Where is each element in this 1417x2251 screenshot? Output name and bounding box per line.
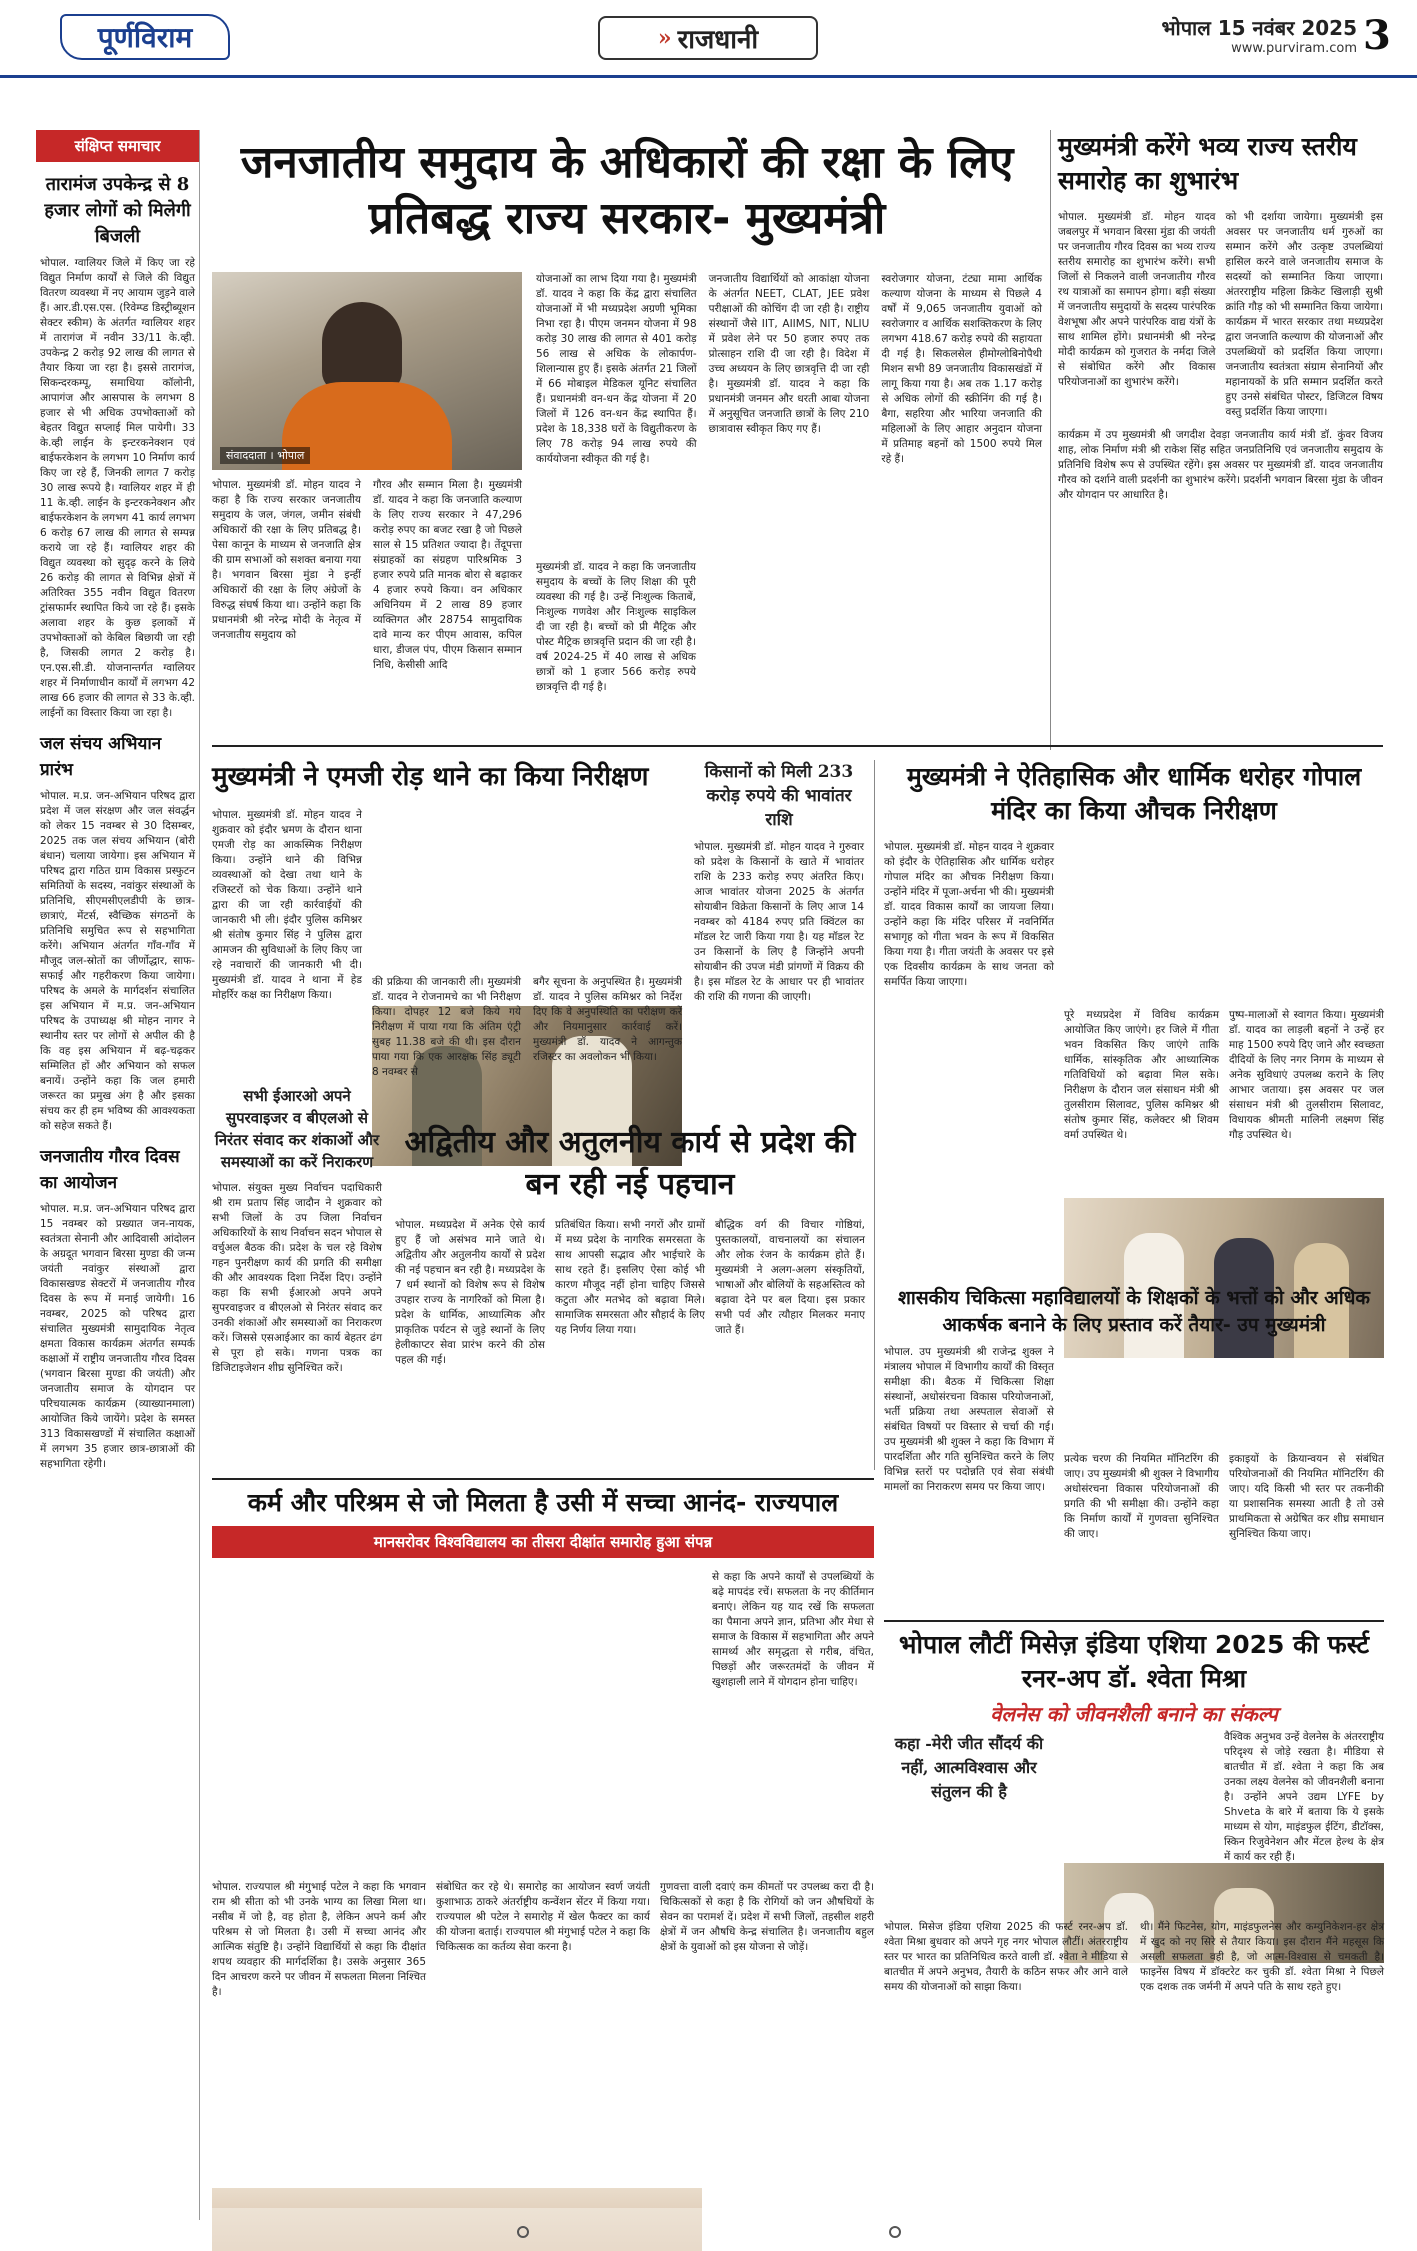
- registration-mark-icon: [517, 2226, 529, 2238]
- mrs-india-body: [884, 1920, 1384, 1995]
- rajyapal-headline: कर्म और परिश्रम से जो मिलता है उसी में सच्चा आनंद- राज्यपाल: [247, 1488, 839, 1517]
- rajyapal-column: से कहा कि अपने कार्यों से उपलब्धियों के बढ़े मापदंड रचें। सफलता के नए कीर्तिमान बनाएं। लेकिन यह याद रखें कि सफलता का पैमाना अपने ज्ञान, प्रतिभा और मेधा से समाज के विकास में सहभागिता और अपने सामर्थ्य और समृद्धता से गरीब, वंचित, पिछड़ों और जरूरतमंदों के जीवन में खुशहाली लाने में योगदान होना चाहिए।: [712, 1571, 874, 1688]
- chikitsa-story: [884, 1285, 1384, 1339]
- lead-body-c: [536, 560, 696, 695]
- chikitsa-column: प्रत्येक चरण की नियमित मॉनिटरिंग की जाए। उप मुख्यमंत्री श्री शुक्ल ने विभागीय अधोसंरचना विकास परियोजनाओं की प्रगति की भी समीक्षा की। उन्होंने कहा कि निर्माण कार्यों में गुणवत्ता सुनिश्चित की जाए।: [1064, 1453, 1219, 1540]
- ero-headline: सभी ईआरओ अपने सुपरवाइजर व बीएलओ से निरंतर संवाद कर शंकाओं और समस्याओं का करें निराकरण: [214, 1087, 380, 1171]
- bhavya-column: कार्यक्रम में उप मुख्यमंत्री श्री जगदीश देवड़ा जनजातीय कार्य मंत्री डॉ. कुंवर विजय शाह, लोक निर्माण मंत्री श्री राकेश सिंह सहित जनप्रतिनिधि एवं जनजातीय समुदाय के प्रतिनिधि विशेष रूप से उपस्थित रहेंगे। इस अवसर पर मुख्यमंत्री डॉ. यादव जनजातीय गौरव को दर्शाने वाली प्रदर्शनी का शुभारंभ करेंगे। प्रदर्शनी भगवान बिरसा मुंडा के जीवन और योगदान पर आधारित है।: [1058, 429, 1383, 501]
- rajyapal-body: [212, 1880, 874, 2000]
- adwitiya-story: [395, 1122, 865, 1368]
- section-rule: [884, 1620, 1384, 1622]
- print-registration-marks: [0, 2226, 1417, 2238]
- column-rule: [1050, 130, 1051, 750]
- section-tab: [598, 16, 818, 60]
- lead-column: मुख्यमंत्री डॉ. यादव ने कहा कि जनजातीय समुदाय के बच्चों के लिए शिक्षा की पूरी व्यवस्था की गई है। उन्हें निःशुल्क किताबें, निःशुल्क गणवेश और निःशुल्क साइकिल दी जा रही है। बच्चों को प्री मैट्रिक और पोस्ट मैट्रिक छात्रवृत्ति प्रदान की जा रही है। वर्ष 2024-25 में 40 लाख से अधिक छात्रों को 1 हजार 566 करोड़ रुपये छात्रवृत्ति दी गई है।: [536, 561, 696, 693]
- story-body: भोपाल. म.प्र. जन-अभियान परिषद द्वारा 15 नवम्बर को प्रख्यात जन-नायक, स्वतंत्रता सेनानी और आदिवासी आंदोलन के अग्रदूत भगवान बिरसा मुण्डा की जन्म जयंती नवांकुर संस्थाओं द्वारा विकासखण्ड सेक्टरों में जनजातीय गौरव दिवस के रूप में मनाई जायेगी। 16 नवम्बर, 2025 को परिषद द्वारा संचालित मुख्यमंत्री सामुदायिक नेतृत्व क्षमता विकास कार्यक्रम अंतर्गत सम्पर्क कक्षाओं में राष्ट्रीय जनजातीय गौरव दिवस (भगवान बिरसा मुण्डा की जयंती) और जनजातीय समाज के योगदान पर परिचयात्मक कार्यक्रम (व्याख्यानमाला) आयोजित किये जायेंगे। प्रदेश के समस्त 313 विकासखण्डों में संचालित कक्षाओं में लगभग 35 हजार छात्र-छात्राओं की सहभागिता रहेगी।: [40, 1203, 195, 1470]
- mg-road-story: [212, 760, 682, 794]
- bhavya-body: [1058, 210, 1383, 420]
- lead-column: भोपाल. मुख्यमंत्री डॉ. मोहन यादव ने कहा है कि राज्य सरकार जनजातीय समुदाय के जल, जंगल, जमीन संबंधी अधिकारों की रक्षा के लिए प्रतिबद्ध है। पेसा कानून के माध्यम से जनजाति क्षेत्र की ग्राम सभाओं को सशक्त बनाया गया है। भगवान बिरसा मुंडा ने इन्हीं अधिकारों की रक्षा के लिए अंग्रेजों के विरुद्ध संघर्ष किया था। उन्होंने कहा कि प्रधानमंत्री श्री नरेन्द्र मोदी के नेतृत्व में जनजातीय समुदाय को: [212, 479, 361, 641]
- section-rule: [212, 1478, 874, 1480]
- bhavya-headline: मुख्यमंत्री करेंगे भव्य राज्य स्तरीय समारोह का शुभारंभ: [1058, 132, 1357, 195]
- adwitiya-headline: अद्वितीय और अतुलनीय कार्य से प्रदेश की बन रही नई पहचान: [404, 1125, 856, 1202]
- lead-body-a: [212, 478, 522, 673]
- mrs-india-column: वैश्विक अनुभव उन्हें वेलनेस के अंतरराष्ट्रीय परिदृश्य से जोड़े रखता है। मीडिया से बातचीत में डॉ. श्वेता ने कहा कि अब उनका लक्ष्य वेलनेस को जीवनशैली बनाना है। उन्होंने अपने उद्यम LYFE by Shveta के बारे में बताया कि ये इसके माध्यम से योग, माइंडफुल ईटिंग, डीटॉक्स, स्किन रिजुवेनेशन और मेंटल हेल्थ के क्षेत्र में कार्य कर रही हैं।: [1224, 1731, 1384, 1863]
- chikitsa-column: भोपाल. उप मुख्यमंत्री श्री राजेन्द्र शुक्ल ने मंत्रालय भोपाल में विभागीय कार्यों की विस्तृत समीक्षा की। बैठक में चिकित्सा शिक्षा संस्थानों, अधोसंरचना विकास परियोजनाओं, भर्ती प्रक्रिया तथा अस्पताल सेवाओं से संबंधित विषयों पर विस्तार से चर्चा की गई। उप मुख्यमंत्री श्री शुक्ल ने कहा कि विभाग में पारदर्शिता और गति सुनिश्चित करने के लिए विभिन्न स्तरों पर पदोन्नति एवं सेवा संबंधी मामलों का निराकरण समय पर किया जाए।: [884, 1346, 1054, 1493]
- lead-story: [212, 135, 1042, 247]
- gopal-column: पुष्प-मालाओं से स्वागत किया। मुख्यमंत्री डॉ. यादव का लाड़ली बहनों ने उन्हें हर माह 1500 रुपये दिए जाने और स्वच्छता दीदियों के लिए नगर निगम के माध्यम से अनेक सुविधाएं उपलब्ध कराने के लिए आभार जताया। इस अवसर पर जल संसाधन मंत्री श्री तुलसीराम सिलावट, विधायक श्रीमती मालिनी लक्ष्मण सिंह गौड़ उपस्थित थे।: [1229, 1009, 1384, 1141]
- rajyapal-story: [212, 1486, 874, 1558]
- person-silhouette: [322, 302, 402, 392]
- mg-road-body: [372, 975, 682, 1080]
- bhavya-story: [1058, 130, 1383, 503]
- brief-news-column: [36, 130, 200, 2220]
- lead-photo: [212, 272, 522, 470]
- lead-column: योजनाओं का लाभ दिया गया है। मुख्यमंत्री डॉ. यादव ने कहा कि केंद्र द्वारा संचालित योजनाओं में भी मध्यप्रदेश अग्रणी भूमिका निभा रहा है। पीएम जनमन योजना में 98 करोड़ 30 लाख की लागत से 401 करोड़ 56 लाख से अधिक के लोकार्पण-शिलान्यास हुए हैं। इसके अंतर्गत 21 जिलों में 66 मोबाइल मेडिकल यूनिट संचालित हैं। प्रधानमंत्री वन-धन केंद्र योजना में 20 जिलों में 126 वन-धन केंद्र स्थापित हैं। प्रदेश के 18,338 घरों के विद्युतीकरण के लिए 78 करोड़ 94 लाख रुपये की कार्ययोजना स्वीकृत की गई है।: [536, 273, 697, 465]
- mrs-india-column: भोपाल. मिसेज इंडिया एशिया 2025 की फर्स्ट रनर-अप डॉ. श्वेता मिश्रा बुधवार को अपने गृह नगर भोपाल लौटीं। अंतरराष्ट्रीय स्तर पर भारत का प्रतिनिधित्व करते वाली डॉ. श्वेता ने मीडिया से बातचीत में अपने अनुभव, तैयारी के कठिन सफर और आने वाले समय की योजनाओं को साझा किया।: [884, 1921, 1128, 1993]
- double-arrow-icon: »: [657, 25, 672, 51]
- mrs-india-pullquote: कहा -मेरी जीत सौंदर्य की नहीं, आत्मविश्वास और संतुलन की है: [894, 1734, 1044, 1801]
- website-url: www.purviram.com: [1231, 41, 1357, 56]
- lead-body-b: [536, 272, 1042, 467]
- story-title: तारामंज उपकेन्द्र से 8 हजार लोगों को मिलेगी बिजली: [44, 174, 191, 247]
- story-body: भोपाल. ग्वालियर जिले में किए जा रहे विद्युत निर्माण कार्यों से जिले की विद्युत वितरण व्यवस्था में नए आयाम जुड़ने वाले हैं। आर.डी.एस.एस. (रिवेम्प्ड डिस्ट्रीब्यूशन सेक्टर स्कीम) के अंतर्गत ग्वालियर शहर में तारागंज में नवीन 33/11 के.व्ही. उपकेन्द्र 2 करोड़ 92 लाख की लागत से तैयार किया जा रहा है। इससे तारागंज, सिकन्दरकम्पू, समाधिया कॉलोनी, आपागंज और आसपास के लगभग 8 हजार से भी अधिक उपभोक्ताओं को बेहतर विद्युत सप्लाई मिल पायेगी। 33 के.व्ही लाईन के इन्टरकनेक्शन एवं बाईफरकेशन के लगभग 10 निर्माण कार्य किए जा रहे हैं, जिनकी लागत 7 करोड़ 30 लाख रूपये है। ग्वालियर शहर में ही 11 के.व्ही. लाईन के इन्टरकनेक्शन और बाईफरकेशन के लगभग 41 कार्य लगभग 6 करोड़ 67 लाख की लागत से सम्पन्न कराये जा रहे हैं। ग्वालियर शहर की विद्युत व्यवस्था को सुदृढ़ करने के लिये 26 करोड़ की लागत से विभिन्न क्षेत्रों में अतिरिक्त 355 नवीन विद्युत वितरण ट्रांसफार्मर स्थापित किये जा रहे हैं। इसके अलावा शहर के कुछ इलाकों में उपभोक्ताओं को केबिल बिछायी जा रही है, जिसकी लागत 2 करोड़ है। एन.एस.सी.डी. योजनान्तर्गत ग्वालियर शहर में निर्माणाधीन कार्यों में लगभग 42 लाख 66 हजार की लागत से 33 के.व्ही. लाईनों का विस्तार किया जा रहा है।: [40, 257, 195, 719]
- ero-body: भोपाल. संयुक्त मुख्य निर्वाचन पदाधिकारी श्री राम प्रताप सिंह जादौन ने शुक्रवार को सभी जिलों के उप जिला निर्वाचन अधिकारियों के साथ निर्वाचन सदन भोपाल से वर्चुअल बैठक की। प्रदेश के चल रहे विशेष गहन पुनरीक्षण कार्य की प्रगति की समीक्षा की और आवश्यक दिशा निर्देश दिए। उन्होंने कहा कि सभी ईआरओ अपने अपने सुपरवाइजर व बीएलओ से निरंतर संवाद कर उनकी शंकाओं और समस्याओं का निराकरण करें। जिससे एसआईआर का कार्य बेहतर ढंग से पूरा हो सके। गणना पत्रक का डिजिटाइजेशन शीघ्र सुनिश्चित करें।: [212, 1182, 382, 1374]
- bhavya-column: भोपाल. मुख्यमंत्री डॉ. मोहन यादव जबलपुर में भगवान बिरसा मुंडा की जयंती पर जनजातीय गौरव दिवस का भव्य राज्य स्तरीय समारोह का शुभारंभ करेंगे। सभी जिलों से निकलने वाली जनजातीय गौरव रथ यात्राओं का समापन होगा। बड़ी संख्या में जनजातीय समुदायों के सदस्य पारंपरिक वेशभूषा और अपने पारंपरिक वाद्य यंत्रों के साथ शामिल होंगे। प्रधानमंत्री श्री नरेन्द्र मोदी कार्यक्रम को गुजरात के नर्मदा जिले से संबोधित करेंगे और विकास परियोजनाओं का शुभारंभ करेंगे।: [1058, 211, 1216, 388]
- photo-caption: संवाददाता । भोपाल: [220, 447, 310, 464]
- convocation-photo: [212, 2188, 702, 2251]
- mrs-india-story: [884, 1628, 1384, 1727]
- column-rule: [874, 760, 875, 1470]
- mg-road-headline: मुख्यमंत्री ने एमजी रोड़ थाने का किया निरीक्षण: [212, 762, 649, 792]
- gopal-column: भोपाल. मुख्यमंत्री डॉ. मोहन यादव ने शुक्रवार को इंदौर के ऐतिहासिक और धार्मिक धरोहर गोपाल मंदिर का औचक निरीक्षण किया। उन्होंने मंदिर में पूजा-अर्चना भी की। मुख्यमंत्री डॉ. यादव विकास कार्यों का जायजा लिया। उन्होंने कहा कि मंदिर परिसर में नवनिर्मित सभागृह को गीता भवन के रूप में विकसित किया गया है। गीता जयंती के अवसर पर इसे एक दिवसीय कार्यक्रम के साथ जनता को समर्पित किया जाएगा।: [884, 841, 1054, 988]
- mg-road-column: बगैर सूचना के अनुपस्थित है। मुख्यमंत्री डॉ. यादव ने पुलिस कमिश्नर को निर्देश दिए कि वे अनुपस्थिति का परीक्षण करें और नियमानुसार कार्रवाई करें। मुख्यमंत्री डॉ. यादव ने आगन्तुक रजिस्टर का अवलोकन भी किया।: [533, 976, 682, 1063]
- gopal-body: [1064, 1008, 1384, 1143]
- mrs-india-subhead: वेलनेस को जीवनशैली बनाने का संकल्प: [990, 1702, 1278, 1726]
- lead-headline: जनजातीय समुदाय के अधिकारों की रक्षा के लिए प्रतिबद्ध राज्य सरकार- मुख्यमंत्री: [240, 137, 1014, 244]
- mg-road-column: की प्रक्रिया की जानकारी ली। मुख्यमंत्री डॉ. यादव ने रोजनामचे का भी निरीक्षण किया। दोपहर 12 बजे किये गये निरीक्षण में पाया गया कि अंतिम एंट्री सुबह 11.38 बजे की थी। इस दौरान पाया गया कि एक आरक्षक सिंह ड्यूटी 8 नवम्बर से: [372, 976, 521, 1078]
- kisan-headline: किसानों को मिली 233 करोड़ रुपये की भावांतर राशि: [704, 762, 854, 830]
- bhavya-column: को भी दर्शाया जायेगा। मुख्यमंत्री इस अवसर पर जनजातीय धर्म गुरुओं का सम्मान करेंगे और उत्कृष्ट उपलब्धियां हासिल करने वाले जनजातीय समाज के सदस्यों को सम्मानित किया जाएगा। अंतरराष्ट्रीय महिला क्रिकेट खिलाड़ी सुश्री क्रांति गौड़ को भी सम्मानित किया जायेगा। कार्यक्रम में भारत सरकार तथा मध्यप्रदेश द्वारा जनजाति कल्याण की योजनाओं और उपलब्धियों को प्रदर्शित किया जाएगा। जनजातीय स्वतंत्रता संग्राम सेनानियों और महानायकों के प्रति सम्मान प्रदर्शित करते हुए उनसे संबंधित पोस्टर, डिजिटल विषय वस्तु प्रदर्शित किया जाएगा।: [1225, 211, 1383, 418]
- chikitsa-body: [1064, 1452, 1384, 1542]
- adwitiya-column: बौद्धिक वर्ग की विचार गोष्ठियां, पुस्तकालयों, वाचनालयों का संचालन और लोक रंजन के कार्यक्रम होते हैं। मुख्यमंत्री ने अलग-अलग संस्कृतियों, भाषाओं और बोलियों के सहअस्तित्व को बढ़ावा देने पर बल दिया। इस प्रकार सभी पर्व और त्यौहार मिलकर मनाए जाते हैं।: [715, 1219, 865, 1336]
- lead-column: गौरव और सम्मान मिला है। मुख्यमंत्री डॉ. यादव ने कहा कि जनजाति कल्याण के लिए राज्य सरकार ने 47,296 करोड़ रुपए का बजट रखा है जो पिछले साल से 15 प्रतिशत ज्यादा है। तेंदूपत्ता संग्राहकों का संग्रहण पारिश्रमिक 3 हजार रुपये प्रति मानक बोरा से बढ़ाकर 4 हजार रुपये किया। वन अधिकार अधिनियम में 2 लाख 89 हजार व्यक्तिगत और 28754 सामुदायिक दावे मान्य कर पीएम आवास, कपिल धारा, डीजल पंप, पीएम किसान सम्मान निधि, केसीसी आदि: [373, 479, 522, 671]
- masthead: [0, 0, 1417, 78]
- rajyapal-column: गुणवत्ता वाली दवाएं कम कीमतों पर उपलब्ध करा दी है। चिकित्सकों से कहा है कि रोगियों को जन औषधियों के सेवन का परामर्श दें। प्रदेश में सभी जिलों, तहसील शहरी क्षेत्रों में जन औषधि केन्द्र संचालित है। जनजातीय बहुल क्षेत्रों के युवाओं को इस योजना से जोड़ें।: [660, 1881, 874, 1953]
- story-title: जल संचय अभियान प्रारंभ: [40, 734, 162, 780]
- chikitsa-headline: शासकीय चिकित्सा महाविद्यालयों के शिक्षकों के भत्तों को और अधिक आकर्षक बनाने के लिए प्रस्ताव करें तैयार- उप मुख्यमंत्री: [897, 1287, 1371, 1336]
- adwitiya-column: भोपाल. मध्यप्रदेश में अनेक ऐसे कार्य हुए हैं जो असंभव माने जाते थे। अद्वितीय और अतुलनीय कार्यों से प्रदेश की नई पहचान बन रही है। मध्यप्रदेश के 7 धर्म स्थानों को विशेष रूप से विशेष उपहार राज्य के नागरिकों को मिला है। प्रदेश के धार्मिक, आध्यात्मिक और प्राकृतिक पर्यटन से जुड़े स्थानों के लिए हेलीकाप्टर सेवा प्रारंभ करने की ठोस पहल की गई।: [395, 1219, 545, 1366]
- story-body: भोपाल. म.प्र. जन-अभियान परिषद द्वारा प्रदेश में जल संरक्षण और जल संवर्द्धन को लेकर 15 नवम्बर से 30 दिसम्बर, 2025 तक जल संचय अभियान (बोरी बंधान) चलाया जायेगा। इस अभियान में परिषद द्वारा गठित ग्राम विकास प्रस्फुटन समितियों के सदस्य, नवांकुर संस्थाओं के प्रतिनिधि, सीएमसीएलडीपी के छात्र-छात्राएं, मेंटर्स, स्वैच्छिक संगठनों के प्रतिनिधि समुचित रूप से सहभागिता करेंगे। अभियान अंतर्गत गाँव-गाँव में मौजूद जल-स्रोतों का जीर्णोद्धार, साफ-सफाई और गहरीकरण किया जायेगा। परिषद के अमले के मार्गदर्शन संचालित इस अभियान में म.प्र. जन-अभियान परिषद के उपाध्यक्ष श्री मोहन नागर ने स्थानीय स्तर पर लोगों से अपील की है कि वह इस अभियान में बढ़-चढ़कर सम्मिलित हों और अभियान को सफल बनायें। उन्होंने कहा कि जल हमारी जरूरत का प्रमुख अंग है और इसका संचय कर ही हम भविष्य की आवश्यकता को सहेज सकते हैं।: [40, 790, 195, 1132]
- chikitsa-column: इकाइयों के क्रियान्वयन से संबंधित परियोजनाओं की नियमित मॉनिटरिंग की जाए। यदि किसी भी स्तर पर तकनीकी या प्रशासनिक समस्या आती है तो उसे प्राथमिकता से अग्रेषित कर शीघ्र समाधान सुनिश्चित किया जाए।: [1229, 1453, 1384, 1540]
- gopal-column: पूरे मध्यप्रदेश में विविध कार्यक्रम आयोजित किए जाएंगे। हर जिले में गीता भवन विकसित किए जाएंगे ताकि धार्मिक, सांस्कृतिक और आध्यात्मिक गतिविधियों को बढ़ावा मिल सके। निरीक्षण के दौरान जल संसाधन मंत्री श्री तुलसीराम सिलावट, पुलिस कमिश्नर श्री संतोष कुमार सिंह, कलेक्टर श्री शिवम वर्मा उपस्थित थे।: [1064, 1009, 1219, 1141]
- adwitiya-column: प्रतिबंधित किया। सभी नगरों और ग्रामों में मध्य प्रदेश के नागरिक समरसता के साथ आपसी सद्भाव और भाईचारे के साथ रहते हैं। इसलिए ऐसा कोई भी कारण मौजूद नहीं होना चाहिए जिससे कटुता और मतभेद को बढ़ावा मिले। सामाजिक समरसता और सौहार्द के लिए यह निर्णय लिया गया।: [555, 1219, 705, 1336]
- rajyapal-subhead: मानसरोवर विश्वविद्यालय का तीसरा दीक्षांत समारोह हुआ संपन्न: [212, 1526, 874, 1558]
- section-rule: [212, 745, 1383, 747]
- mg-road-column: भोपाल. मुख्यमंत्री डॉ. मोहन यादव ने शुक्रवार को इंदौर भ्रमण के दौरान थाना एमजी रोड़ का आकस्मिक निरीक्षण किया। उन्होंने थाने की विभिन्न व्यवस्थाओं को देखा तथा थाने के रजिस्टरों को चेक किया। उन्होंने थाने द्वारा की जा रही कार्रवाईयों की जानकारी भी ली। इंदौर पुलिस कमिश्नर श्री संतोष कुमार सिंह ने पुलिस द्वारा आमजन की सुविधाओं के लिए किए जा रहे नवाचारों की जानकारी भी दी। मुख्यमंत्री डॉ. यादव ने थाना में हेड मोहर्रिर कक्ष का निरीक्षण किया।: [212, 809, 362, 1001]
- ero-story: [212, 1085, 382, 1376]
- brief-news-label: संक्षिप्त समाचार: [36, 130, 199, 162]
- rajyapal-column: संबोधित कर रहे थे। समारोह का आयोजन स्वर्ण जयंती कुशाभाऊ ठाकरे अंतर्राष्ट्रीय कन्वेंशन सेंटर में किया गया। राज्यपाल श्री पटेल ने समारोह में खेल फैक्टर का कार्य की योजना बताई। राज्यपाल श्री मंगुभाई पटेल ने कहा कि चिकित्सक का कर्तव्य सेवा करना है।: [436, 1881, 650, 1953]
- mrs-india-headline: भोपाल लौटीं मिसेज़ इंडिया एशिया 2025 की फर्स्ट रनर-अप डॉ. श्वेता मिश्रा: [898, 1630, 1370, 1693]
- dateline: [1107, 14, 1357, 56]
- lead-column: जनजातीय विद्यार्थियों को आकांक्षा योजना के अंतर्गत NEET, CLAT, JEE प्रवेश परीक्षाओं की कोचिंग दी जा रही है। राष्ट्रीय संस्थानों जैसे IIT, AIIMS, NIT, NLIU में प्रवेश लेने पर 50 हजार रुपए तक प्रोत्साहन राशि दी जा रही है। विदेश में उच्च अध्ययन के लिए छात्रवृत्ति दी जा रही है। मुख्यमंत्री डॉ. यादव ने कहा कि प्रधानमंत्री जनमन और धरती आबा योजना में अनुसूचित जनजाति छात्रों के लिए 210 छात्रावास स्वीकृत किए गए हैं।: [708, 273, 870, 435]
- lead-column: स्वरोजगार योजना, टंट्या मामा आर्थिक कल्याण योजना के माध्यम से पिछले 4 वर्षों में 9,065 जनजातीय युवाओं को स्वरोजगार व आर्थिक सशक्तिकरण के लिए लगभग 418.67 करोड़ रुपये की सहायता दी गई है। सिकलसेल हीमोग्लोबिनोपैथी मिशन सभी 89 जनजातीय विकासखंडों में लागू किया गया है। अब तक 1.17 करोड़ से अधिक लोगों की स्क्रीनिंग की गई है। बैगा, सहरिया और भारिया जनजाति की महिलाओं के लिए आहार अनुदान योजना में प्रतिमाह बहनों को 1500 रुपये मिल रहे हैं।: [881, 273, 1042, 465]
- kisan-story: [694, 760, 864, 1005]
- gopal-story: [884, 760, 1384, 828]
- mrs-india-column: थी। मैंने फिटनेस, योग, माइंडफुलनेस और कम्युनिकेशन-हर क्षेत्र में खुद को नए सिरे से तैयार किया। इस दौरान मैंने महसूस कि असली सफलता वही है, जो आत्म-विश्वास से चमकती है। फाइनेंस विषय में डॉक्टरेट कर चुकी डॉ. श्वेता मिश्रा ने पिछले एक दशक तक जर्मनी में अपने पति के साथ रहते हुए।: [1140, 1921, 1384, 1993]
- registration-mark-icon: [889, 2226, 901, 2238]
- kisan-body: भोपाल. मुख्यमंत्री डॉ. मोहन यादव ने गुरुवार को प्रदेश के किसानों के खाते में भावांतर राशि के 233 करोड़ रुपए अंतरित किए। आज भावांतर योजना 2025 के अंतर्गत सोयाबीन विक्रेता किसानों के लिए आज 14 नवम्बर को 4184 रुपए प्रति क्विंटल का मॉडल रेट जारी किया गया है। यह मॉडल रेट उन किसानों के लिए है जिन्होंने अपनी सोयाबीन की उपज मंडी प्रांगणों में विक्रय की है। इस मॉडल रेट के आधार पर ही भावांतर की राशि की गणना की जाएगी।: [694, 841, 864, 1003]
- rajyapal-column: भोपाल. राज्यपाल श्री मंगुभाई पटेल ने कहा कि भगवान राम श्री सीता को भी उनके भाग्य का लिखा मिला था। नसीब में जो है, वह होता है, लेकिन अपने कर्म और परिश्रम से जो मिलता है। उसी में सच्चा आनंद और आत्मिक संतुष्टि है। उन्होंने विद्यार्थियों से कहा कि दीक्षांत शपथ व्यवहार की मार्गदर्शिका है। उसके अनुसार 365 दिन आचरण करने पर जीवन में सफलता मिलना निश्चित है।: [212, 1881, 426, 1998]
- story-title: जनजातीय गौरव दिवस का आयोजन: [40, 1147, 180, 1193]
- page-number: 3: [1363, 12, 1391, 59]
- issue-date: भोपाल 15 नवंबर 2025: [1161, 16, 1357, 40]
- section-label: राजधानी: [677, 25, 759, 55]
- adwitiya-body: [395, 1218, 865, 1368]
- gopal-headline: मुख्यमंत्री ने ऐतिहासिक और धार्मिक धरोहर गोपाल मंदिर का किया औचक निरीक्षण: [906, 762, 1362, 825]
- newspaper-logo: पूर्णविराम: [60, 14, 230, 60]
